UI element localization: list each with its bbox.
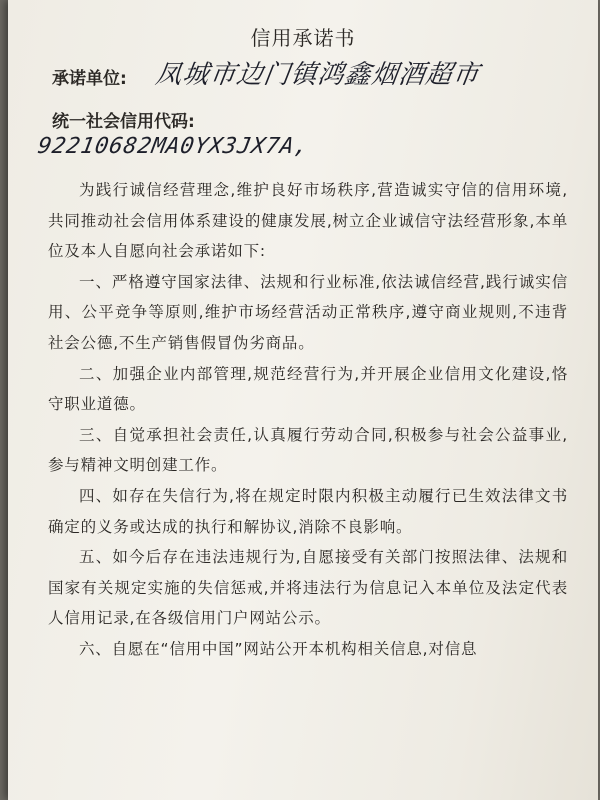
unit-value-handwritten: 凤城市边门镇鸿鑫烟酒超市 — [153, 60, 482, 90]
document-page — [8, 0, 598, 800]
unit-label: 承诺单位: — [52, 69, 127, 89]
paragraph-item-2: 二、加强企业内部管理,规范经营行为,并开展企业信用文化建设,恪守职业道德。 — [48, 364, 568, 414]
credit-code-handwritten: 92210682MA0YX3JX7A, — [35, 134, 311, 159]
credit-code-label: 统一社会信用代码: — [52, 112, 195, 132]
paragraph-item-6: 六、自愿在“信用中国”网站公开本机构相关信息,对信息 — [79, 639, 478, 658]
document-title: 信用承诺书 — [250, 26, 356, 50]
paragraph-item-1: 一、严格遵守国家法律、法规和行业标准,依法诚信经营,践行诚实信用、公平竞争等原则,维护市场经营活动正常秩序,遵守商业规则,不违背社会公德,不生产销售假冒伪劣商品。 — [48, 272, 568, 352]
paragraph-intro: 为践行诚信经营理念,维护良好市场秩序,营造诚实守信的信用环境,共同推动社会信用体系建设的健康发展,树立企业诚信守法经营形象,本单位及本人自愿向社会承诺如下: — [48, 181, 568, 261]
document-body — [48, 175, 568, 665]
paragraph-item-4: 四、如存在失信行为,将在规定时限内积极主动履行已生效法律文书确定的义务或达成的执行和解协议,消除不良影响。 — [48, 486, 568, 536]
paragraph-item-3: 三、自觉承担社会责任,认真履行劳动合同,积极参与社会公益事业,参与精神文明创建工作。 — [48, 425, 568, 475]
paragraph-item-5: 五、如今后存在违法违规行为,自愿接受有关部门按照法律、法规和国家有关规定实施的失信惩戒,并将违法行为信息记入本单位及法定代表人信用记录,在各级信用门户网站公示。 — [48, 548, 568, 628]
